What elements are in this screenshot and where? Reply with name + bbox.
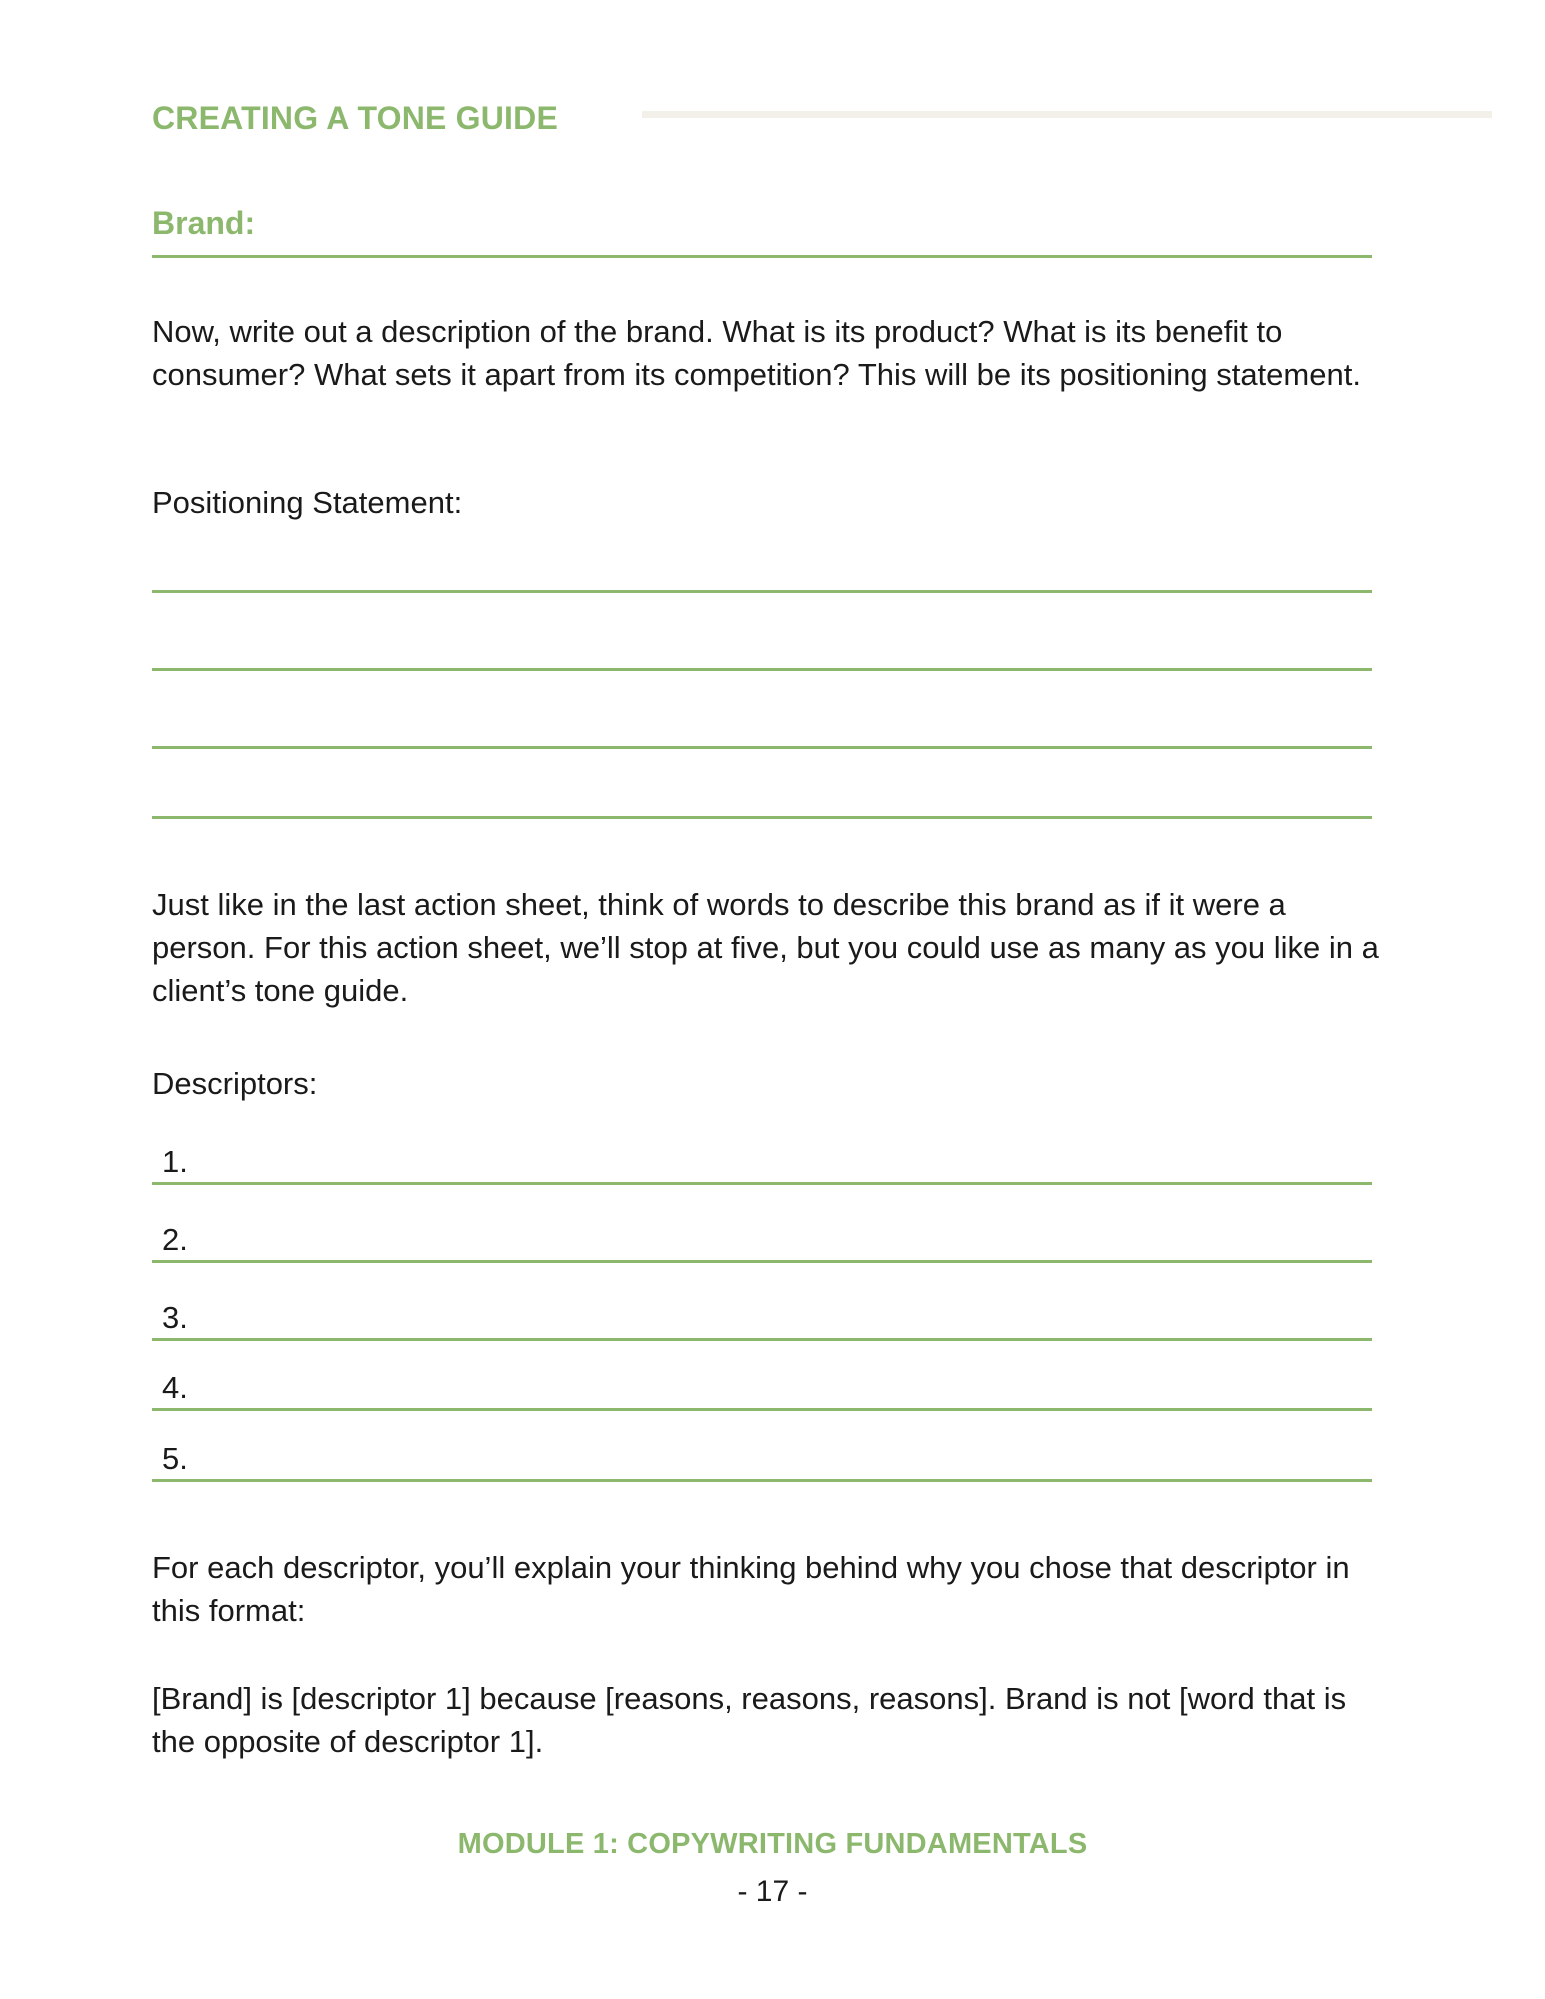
- footer-module-title: MODULE 1: COPYWRITING FUNDAMENTALS: [457, 1828, 1088, 1860]
- positioning-line-1[interactable]: [152, 590, 1372, 593]
- page-number: - 17 -: [737, 1875, 808, 1908]
- section-title: CREATING A TONE GUIDE: [152, 100, 558, 136]
- descriptor-number: 4.: [162, 1370, 188, 1405]
- descriptors-intro-paragraph: Just like in the last action sheet, think of words to describe this brand as if it were a person. For this action sheet, we’ll stop at five, but you could use as many as you like in a client’s tone guide.: [152, 887, 1379, 1008]
- descriptor-number: 1.: [162, 1144, 188, 1179]
- format-paragraph: [Brand] is [descriptor 1] because [reasons, reasons, reasons]. Brand is not [word that is the opposite of descriptor 1].: [152, 1681, 1347, 1759]
- header-rule: [642, 111, 1492, 118]
- brand-label: Brand:: [152, 205, 256, 241]
- positioning-line-2[interactable]: [152, 668, 1372, 671]
- intro-paragraph: Now, write out a description of the brand. What is its product? What is its benefit to consumer? What sets it apart from its competition? This will be its positioning statement.: [152, 314, 1361, 392]
- descriptor-field-2[interactable]: [152, 1212, 1372, 1263]
- descriptor-field-3[interactable]: [152, 1290, 1372, 1341]
- descriptor-field-1[interactable]: [152, 1134, 1372, 1185]
- descriptor-number: 2.: [162, 1222, 188, 1257]
- descriptor-number: 3.: [162, 1300, 188, 1335]
- positioning-line-3[interactable]: [152, 746, 1372, 749]
- brand-field[interactable]: [152, 203, 1372, 258]
- descriptor-field-5[interactable]: [152, 1431, 1372, 1482]
- descriptor-field-4[interactable]: [152, 1360, 1372, 1411]
- positioning-label: Positioning Statement:: [152, 485, 463, 520]
- descriptor-number: 5.: [162, 1441, 188, 1476]
- explain-paragraph: For each descriptor, you’ll explain your thinking behind why you chose that descriptor in this format:: [152, 1550, 1350, 1628]
- positioning-line-4[interactable]: [152, 816, 1372, 819]
- descriptors-label: Descriptors:: [152, 1066, 318, 1101]
